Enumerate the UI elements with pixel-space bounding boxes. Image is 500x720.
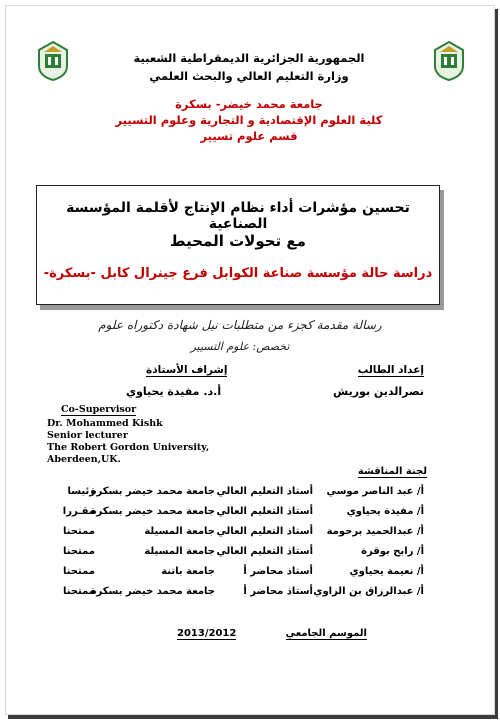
thesis-title-box (36, 185, 440, 305)
committee-title: لجنة المناقشة (357, 466, 427, 477)
committee-member-role: ممتحنا (62, 586, 95, 597)
committee-member-rank: أستاذ محاضر أ (243, 586, 313, 597)
committee-member-university: جامعة محمد خيضر بسكرة (90, 506, 215, 517)
thesis-title-line2: مع تحولات المحيط (170, 232, 306, 250)
committee-member-university: جامعة محمد خيضر بسكرة (90, 586, 215, 597)
academic-year-label: الموسم الجامعي (285, 628, 367, 639)
student-name: نصرالدين بوريش (333, 385, 424, 398)
supervisor-name: أ.د. مفيدة يحياوي (126, 385, 222, 398)
committee-row (0, 506, 500, 524)
committee-row (0, 526, 500, 544)
committee-member-role: ممتحنا (62, 566, 95, 577)
university-emblem-icon (36, 40, 70, 82)
thesis-purpose: رسالة مقدمة كجزء من متطلبات نيل شهادة دكتوراه علوم (98, 318, 382, 332)
committee-member-role: ممتحنا (62, 546, 95, 557)
header-faculty: كلية العلوم الإقتصادية و التجارية وعلوم التسيير (115, 113, 383, 127)
committee-member-name: أ/ عبدالرزاق بن الزاوي (313, 586, 424, 597)
committee-member-rank: أستاذ التعليم العالي (216, 546, 313, 557)
committee-member-university: جامعة محمد خيضر بسكرة (90, 486, 215, 497)
header-ministry: وزارة التعليم العالي والبحث العلمي (149, 69, 349, 83)
cosupervisor-university: The Robert Gordon University, (47, 442, 210, 453)
university-logo-left (36, 40, 70, 82)
committee-member-rank: أستاذ التعليم العالي (216, 526, 313, 537)
cosupervisor-name: Dr. Mohammed Kishk (47, 418, 163, 429)
committee-member-university: جامعة باتنة (161, 566, 215, 577)
committee-member-rank: أستاذ التعليم العالي (216, 486, 313, 497)
cosupervisor-position: Senior lecturer (47, 430, 128, 441)
thesis-case-study: دراسة حالة مؤسسة صناعة الكوابل فرع جينرال كابل -بسكرة- (43, 266, 433, 281)
committee-member-role: ممتحنا (62, 526, 95, 537)
committee-member-university: جامعة المسيلة (144, 526, 215, 537)
student-label: إعداد الطالب (357, 364, 424, 376)
university-emblem-icon (432, 40, 466, 82)
cosupervisor-city: Aberdeen,UK. (47, 454, 121, 465)
header-university: جامعة محمد خيضر- بسكرة (175, 97, 323, 111)
header-republic: الجمهورية الجزائرية الديمقراطية الشعبية (133, 51, 365, 65)
committee-member-role: رئيسا (67, 486, 95, 497)
committee-member-name: أ/ رابح بوقرة (361, 546, 424, 557)
academic-year-value: 2013/2012 (177, 628, 237, 639)
thesis-specialty: تخصص: علوم التسيير (190, 340, 290, 353)
cosupervisor-label: Co-Supervisor (61, 404, 137, 415)
committee-member-name: أ/ عبدالحميد برحومة (326, 526, 424, 537)
committee-row (0, 566, 500, 584)
header-department: قسم علوم تسيير (200, 129, 298, 143)
committee-member-rank: أستاذ التعليم العالي (216, 506, 313, 517)
committee-member-name: أ/ عبد الناصر موسي (326, 486, 424, 497)
committee-member-name: أ/ مفيدة يحياوي (346, 506, 424, 517)
committee-row (0, 486, 500, 504)
committee-row (0, 586, 500, 604)
committee-member-rank: أستاذ محاضر أ (243, 566, 313, 577)
committee-row (0, 546, 500, 564)
committee-member-university: جامعة المسيلة (144, 546, 215, 557)
committee-member-name: أ/ نعيمة يحياوي (349, 566, 424, 577)
committee-member-role: مقـررا (62, 506, 95, 517)
supervisor-label: إشراف الأستاذة (146, 364, 228, 376)
university-logo-right (432, 40, 466, 82)
thesis-title-line1: تحسين مؤشرات أداء نظام الإنتاج لأقلمة المؤسسة الصناعية (66, 200, 410, 232)
